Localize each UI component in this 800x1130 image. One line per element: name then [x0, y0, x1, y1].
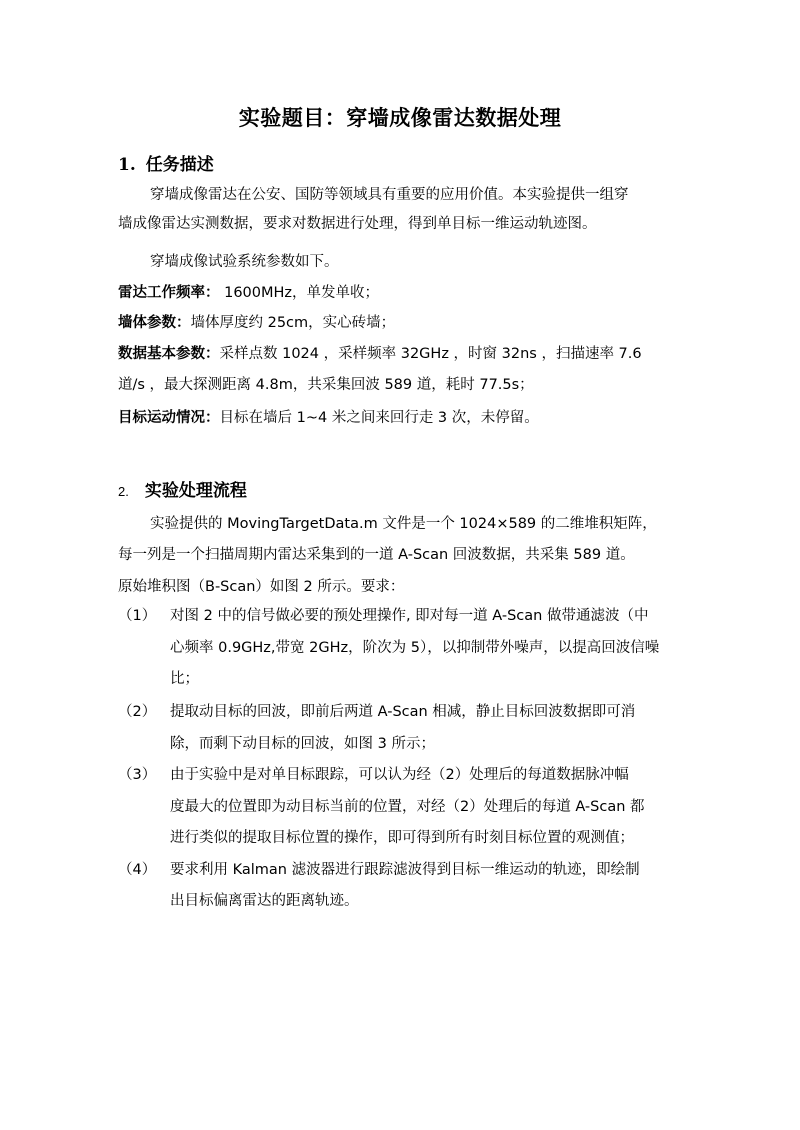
- item3-line1: 由于实验中是对单目标跟踪，可以认为经（2）处理后的每道数据脉冲幅: [170, 767, 629, 783]
- data-params-value-line2: 道/s ，最大探测距离 4.8m，共采集回波 589 道，耗时 77.5s；: [118, 377, 534, 393]
- wall-params-row: [118, 313, 395, 333]
- data-params-row: [118, 344, 642, 364]
- section2-intro-line1: 实验提供的 MovingTargetData.m 文件是一个 1024×589 的二维堆积矩阵，: [150, 516, 657, 532]
- wall-params-label: 墙体参数：: [118, 315, 191, 331]
- data-params-label: 数据基本参数：: [118, 346, 220, 362]
- item1-line3: 比；: [170, 671, 199, 687]
- section1-title: 任务描述: [145, 155, 214, 175]
- item3-number: （3）: [118, 767, 157, 783]
- wall-params-value: 墙体厚度约 25cm，实心砖墙；: [190, 315, 396, 331]
- item4-line1: 要求利用 Kalman 滤波器进行跟踪滤波得到目标一维运动的轨迹，即绘制: [170, 862, 640, 878]
- section2-title: 实验处理流程: [144, 481, 247, 501]
- item3-line3: 进行类似的提取目标位置的操作，即可得到所有时刻目标位置的观测值；: [170, 830, 634, 846]
- radar-frequency-value: 1600MHz，单发单收；: [219, 285, 380, 301]
- item4-number: （4）: [118, 862, 157, 878]
- item1-line1: 对图 2 中的信号做必要的预处理操作, 即对每一道 A-Scan 做带通滤波（中: [170, 608, 649, 624]
- section1-number: 1.: [118, 155, 136, 175]
- item1-number: （1）: [118, 608, 157, 624]
- section2-number: 2.: [118, 484, 129, 499]
- item2-number: （2）: [118, 704, 157, 720]
- page-title: 实验题目：穿墙成像雷达数据处理: [238, 105, 562, 130]
- item2-line2: 除，而剩下动目标的回波，如图 3 所示；: [170, 736, 435, 752]
- item1-line2: 心频率 0.9GHz,带宽 2GHz，阶次为 5），以抑制带外噪声，以提高回波信噪: [170, 640, 660, 656]
- target-motion-label: 目标运动情况：: [118, 410, 220, 426]
- section1-para2: 穿墙成像试验系统参数如下。: [150, 254, 339, 270]
- section1-heading: [118, 150, 214, 175]
- data-params-value-line1: 采样点数 1024 ，采样频率 32GHz ，时窗 32ns ，扫描速率 7.6: [219, 346, 642, 362]
- target-motion-value: 目标在墙后 1~4 米之间来回行走 3 次，未停留。: [219, 410, 539, 426]
- section2-heading: [118, 476, 247, 501]
- item4-line2: 出目标偏离雷达的距离轨迹。: [170, 893, 359, 909]
- section2-intro-line2: 每一列是一个扫描周期内雷达采集到的一道 A-Scan 回波数据，共采集 589 道。: [118, 547, 635, 563]
- item3-line2: 度最大的位置即为动目标当前的位置，对经（2）处理后的每道 A-Scan 都: [170, 799, 645, 815]
- radar-frequency-row: [118, 283, 379, 303]
- section1-para1-line1: 穿墙成像雷达在公安、国防等领域具有重要的应用价值。本实验提供一组穿: [150, 187, 629, 203]
- section2-intro-line3: 原始堆积图（B-Scan）如图 2 所示。要求：: [118, 579, 405, 595]
- item2-line1: 提取动目标的回波，即前后两道 A-Scan 相减，静止目标回波数据即可消: [170, 704, 636, 720]
- radar-frequency-label: 雷达工作频率：: [118, 285, 220, 301]
- target-motion-row: [118, 408, 539, 428]
- section1-para1-line2: 墙成像雷达实测数据，要求对数据进行处理，得到单目标一维运动轨迹图。: [118, 216, 597, 232]
